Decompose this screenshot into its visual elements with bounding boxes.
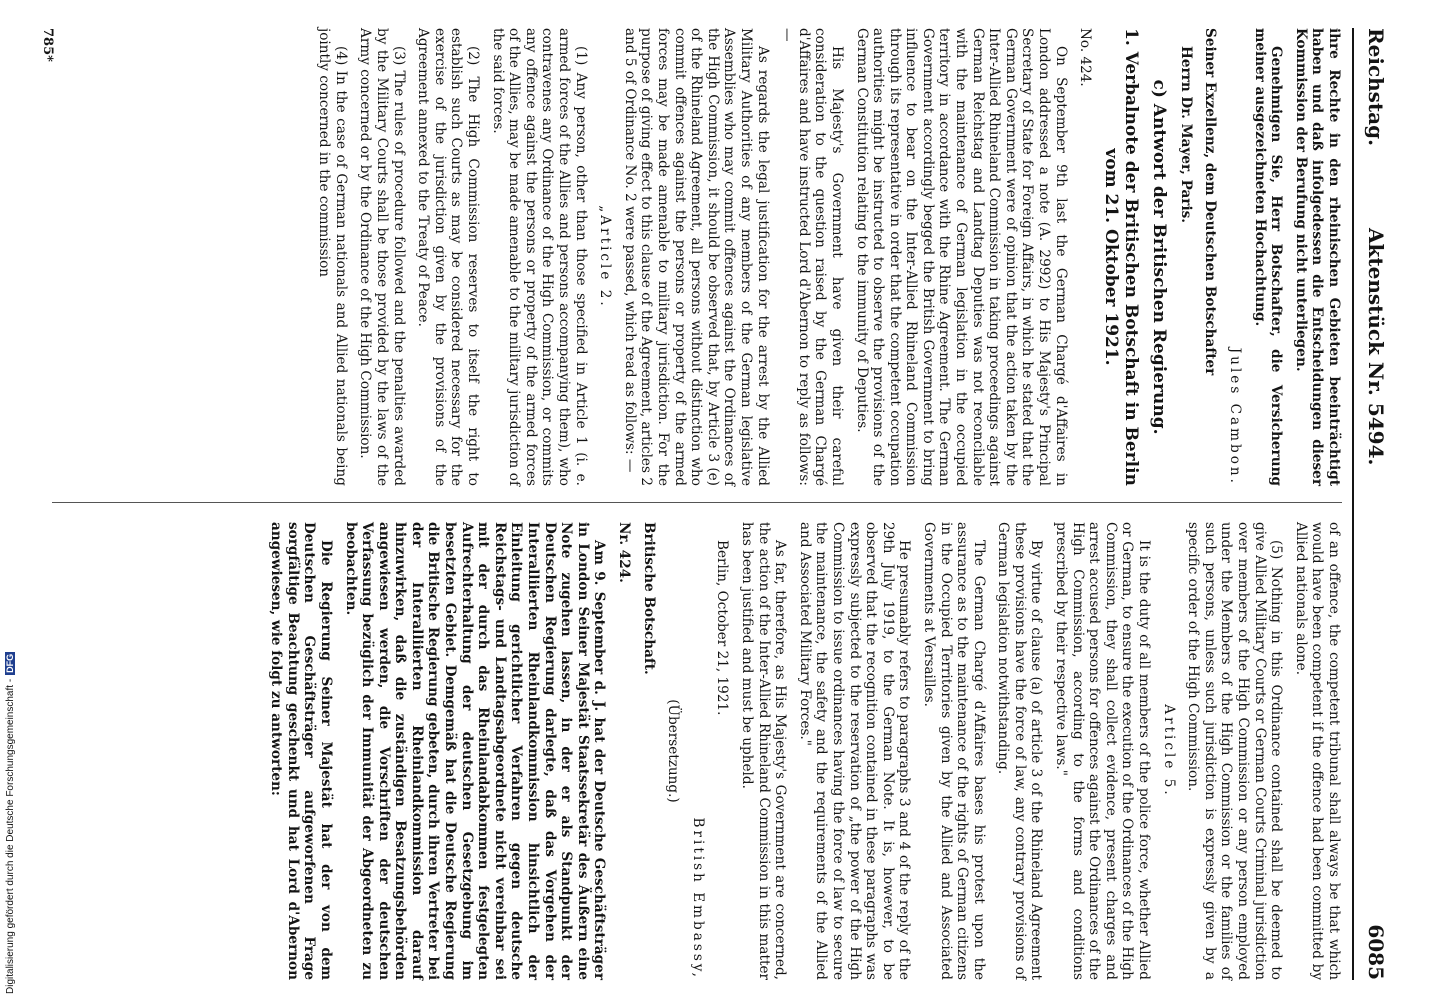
- address-line-1: Seiner Exzellenz, dem Deutschen Botschafter: [1202, 28, 1219, 376]
- paragraph: His Majesty's Government have given their careful consideration to the question raised by the German Chargé d'Affaires and have instructed Lord d'Abernon to reply as follows: —: [779, 28, 845, 486]
- article-paragraph: (4) In the case of German nationals and Allied nationals being jointly concerned in the commission: [316, 28, 349, 486]
- article-paragraph: (5) Nothing in this Ordinance contained shall be deemed to give Allied Military Courts or German Courts Criminal jurisdiction over members of the High Commission or any person employed under the Members of the High Commission or the families of such persons, unless such jurisdiction is expressly given by a specific order of the High Commission.: [1185, 522, 1285, 980]
- header-rule: [1352, 28, 1354, 980]
- note-number: No. 424.: [1077, 28, 1094, 87]
- paragraph: As far, therefore, as His Majesty's Government are concerned, the action of the Inter-Allied Rhineland Commission in this matter has been justified and must be upheld.: [739, 522, 789, 980]
- embassy-number: Nr. 424.: [616, 522, 633, 583]
- closing-formula: Genehmigen Sie, Herr Botschafter, die Versicherung meiner ausgezeichneten Hochachtung.: [1251, 28, 1285, 486]
- section-1-heading: 1. Verbalnote der Britischen Botschaft in Berlin vom 21. Oktober 1921.: [1101, 28, 1142, 486]
- german-paragraph: Die Regierung Seiner Majestät hat der von dem Deutschen Geschäftsträger aufgeworfenen Frage sorgfältige Beachtung geschenkt und hat Lord d'Abernon angewiesen, wie folgt zu antworten:: [268, 522, 334, 980]
- signature: Jules Cambon.: [1227, 347, 1244, 486]
- paragraph: The German Chargé d'Affaires bases his protest upon the assurance as to the maintenance of the rights of German citizens in the Occupied Territories given by the Allied and Associated Governments at Versailles.: [920, 522, 987, 980]
- digitization-credit: Digitalisierung gefördert durch die Deutsche Forschungsgemeinschaft -DFG: [5, 653, 16, 994]
- running-head-left: Reichstag.: [1364, 28, 1388, 147]
- running-head: [1360, 28, 1388, 980]
- section-c-heading: c) Antwort der Britischen Regierung.: [1149, 79, 1170, 435]
- article-paragraph: (3) The rules of procedure followed and the penalties awarded by the Military Courts shall be those provided by the laws of the Army concerned or by the Ordinance of the High Commission.: [357, 28, 407, 486]
- running-head-center: Aktenstück Nr. 5494.: [1364, 228, 1388, 466]
- embassy-heading: Britische Botschaft.: [640, 522, 657, 675]
- continuation-paragraph: of an offence, the competent tribunal shall always be that which would have been competent if the offence had been committed by Allied nationals alone.: [1292, 522, 1342, 980]
- left-column: [308, 28, 1342, 486]
- dfg-logo: DFG: [5, 653, 15, 673]
- article-2-heading: „Article 2.: [597, 205, 614, 309]
- place-date: Berlin, October 21, 1921.: [714, 540, 731, 716]
- article-paragraph: (1) Any person, other than those specified in Article 1 (i. e. armed forces of the Allies and persons accompanying them), who contravenes any Ordinance of the High Commission, or commits any offence against the persons or property of the armed forces of the Allies, may be made amenable to the military jurisdiction of the said forces.: [489, 28, 589, 486]
- translation-label: (Übersetzung.): [665, 699, 682, 803]
- page-number: 6085: [1364, 924, 1388, 980]
- opening-paragraph: ihre Rechte in den rheinischen Gebieten beeinträchtigt haben und daß infolgedessen die Entscheidungen dieser Kommission der Berufung nicht unterliegen.: [1292, 28, 1342, 486]
- article-paragraph: (2) The High Commission reserves to itself the right to establish such Courts as may be considered necessary for the exercise of the jurisdiction given by the provisions of the Agreement annexed to the Treaty of Peace.: [415, 28, 482, 486]
- column-divider: [52, 502, 1342, 503]
- paragraph: As regards the legal justification for the arrest by the Allied Military Authorities of any members of the German legislative Assemblies who may commit offences against the Ordinances of the High Commission, it should be observed that, by Article 3 (e) of the Rhineland Agreement, all persons without distinction who commit offences against the persons or property of the armed forces may be made amenable to military jurisdiction. For the purpose of giving effect to this clause of the Agreement, articles 2 and 5 of Ordinance No. 2 were passed, which read as follows: —: [621, 28, 771, 486]
- article-5-heading: Article 5.: [1160, 704, 1177, 798]
- article-paragraph: It is the duty of all members of the police force, whether Allied or German, to ensure the execution of the Ordinances of the High Commission, they shall collect evidence, present charges and arrest accused persons for offences against the Ordinances of the High Commission, according to the forms and conditions prescribed by their respective laws.": [1053, 522, 1153, 980]
- embassy-signature: British Embassy,: [689, 817, 706, 980]
- german-paragraph: Am 9. September d. J. hat der Deutsche Geschäftsträger in London Seiner Majestät Staatssekretär des Äußern eine Note zugehen lassen, in der er als Standpunkt der Deutschen Regierung darlegte, daß das Vorgehen der Interalliierten Rheinlandkommission hinsichtlich der Einleitung gerichtlicher Verfahren gegen deutsche Reichstags- und Landtagsabgeordnete nicht vereinbar sei mit der durch das Rheinlandabkommen festgelegten Aufrechterhaltung der deutschen Gesetzgebung im besetzten Gebiet. Demgemäß hat die Deutsche Regierung die Britische Regierung gebeten, durch ihren Vertreter bei der Interalliierten Rheinlandkommission darauf hinzuwirken, daß die zuständigen Besatzungsbehörden angewiesen werden, die Vorschriften der deutschen Verfassung bezüglich der Immunität der Abgeordneten zu beobachten.: [342, 522, 608, 980]
- footer-signature-number: 785*: [40, 28, 55, 62]
- paragraph: On September 9th last the German Chargé d'Affaires in London addressed a note (A. 2992) to His Majesty's Principal Secretary of State for Foreign Affairs, in which he stated that the German Government were of opinion that the action taken by the Inter-Allied Rhineland Commission in taking proceedings against German Reichstag and Landtag Deputies was not reconcilable with the maintenance of German legislation in the occupied territory in accordance with the Rhine Agreement. The German Government accordingly begged the British Government to bring influence to bear on the Inter-Allied Rhineland Commission through its representative in order that the competent occupation authorities might be instructed to observe the provisions of the German Constitution relating to the immunity of Deputies.: [853, 28, 1069, 486]
- address-line-2: Herrn Dr. Mayer, Paris.: [1177, 46, 1194, 224]
- right-column: [260, 522, 1342, 980]
- paragraph: He presumably refers to paragraphs 3 and 4 of the reply of the 29th July 1919, to the German Note. It is, however, to be observed that the recognition contained in these paragraphs was expressly subjected to the reservation of „the power of the High Commission to issue ordinances having the force of law to secure the maintenance, the safety and the requirements of the Allied and Associated Military Forces.": [796, 522, 913, 980]
- paragraph: By virtue of clause (a) of article 3 of the Rhineland Agreement these provisions have the force of law, any contrary provisions of German legislation notwithstanding.: [995, 522, 1045, 980]
